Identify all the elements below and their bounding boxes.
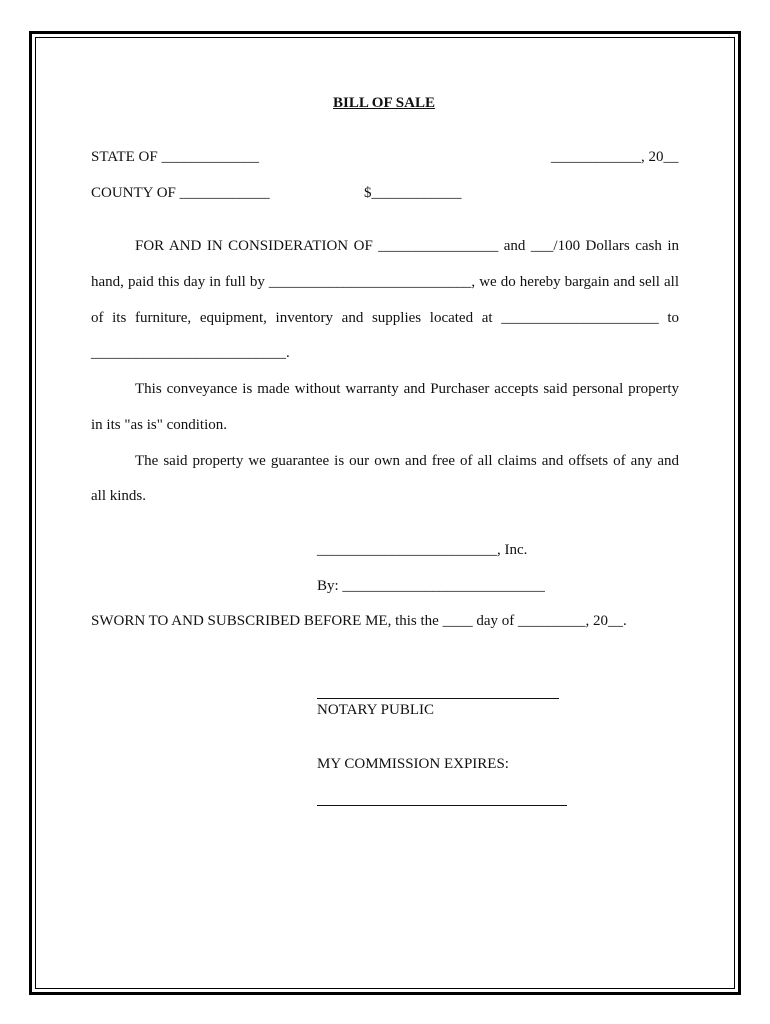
company-signature-line: ________________________, Inc. [317,542,528,558]
warranty-line-1: This conveyance is made without warranty and Purchaser accepts said personal property [135,381,679,397]
notary-signature-rule [317,698,559,699]
sworn-statement: SWORN TO AND SUBSCRIBED BEFORE ME, this the ____ day of _________, 20__. [91,613,627,629]
consideration-line-3: of its furniture, equipment, inventory and supplies located at _____________________ to [91,310,679,326]
commission-date-rule [317,805,567,806]
county-line: COUNTY OF ____________ [91,185,270,201]
page-border-inner [35,37,735,989]
consideration-line-4: __________________________. [91,345,290,361]
notary-public-label: NOTARY PUBLIC [317,702,435,718]
consideration-line-1: FOR AND IN CONSIDERATION OF ________________ and ___/100 Dollars cash in [135,238,679,254]
document-title: BILL OF SALE [333,95,435,111]
guarantee-line-2: all kinds. [91,488,146,504]
consideration-line-2: hand, paid this day in full by ___________________________, we do hereby bargain and sell all [91,274,679,290]
guarantee-line-1: The said property we guarantee is our own and free of all claims and offsets of any and [135,453,679,469]
date-line: ____________, 20__ [551,149,679,165]
commission-expires-label: MY COMMISSION EXPIRES: [317,756,509,772]
state-line: STATE OF _____________ [91,149,259,165]
by-signature-line: By: ___________________________ [317,578,545,594]
warranty-line-2: in its "as is" condition. [91,417,227,433]
amount-line: $____________ [364,185,462,201]
